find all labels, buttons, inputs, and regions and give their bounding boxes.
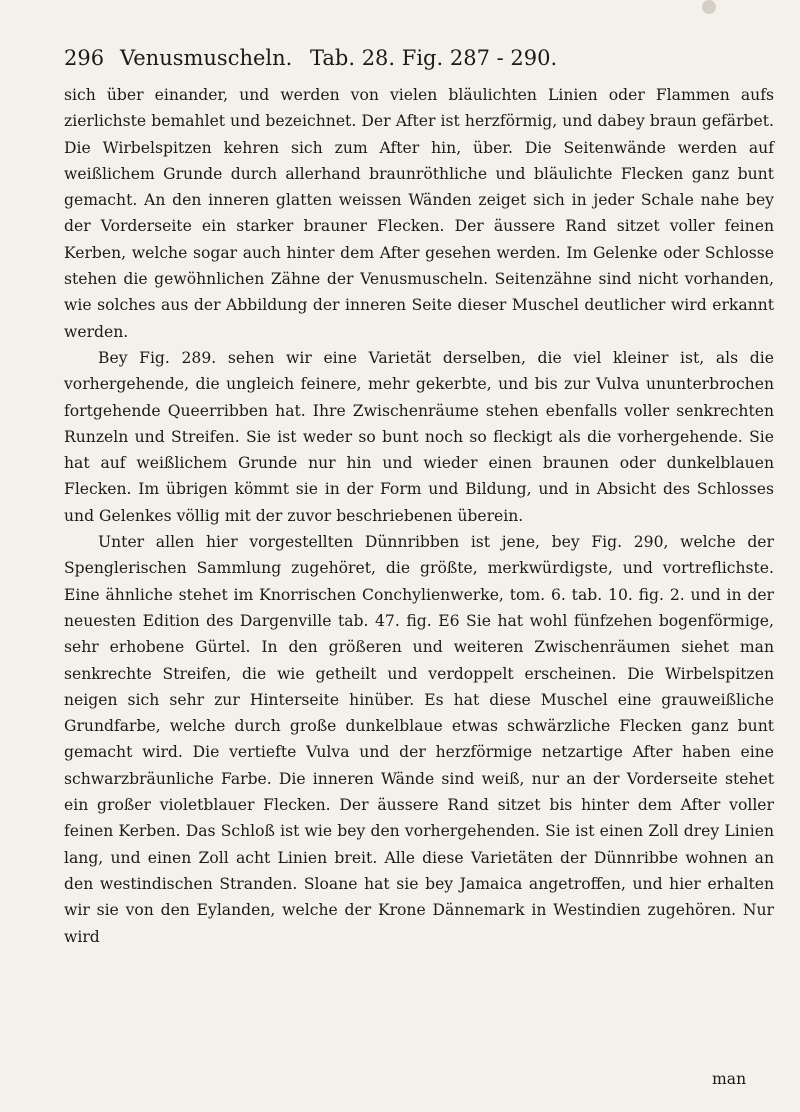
paragraph: Bey Fig. 289. sehen wir eine Varietät derselben, die viel kleiner ist, als die vorhergehende, die ungleich feinere, mehr gekerbte, und bis zur Vulva ununterbrochen fortgehende Queerribben hat. Ihre Zwischenräume stehen ebenfalls voller senkrechten Runzeln und Streifen. Sie ist weder so bunt noch so fleckigt als die vorhergehende. Sie hat auf weißlichem Grunde nur hin und wieder einen braunen oder dunkelblauen Flecken. Im übrigen kömmt sie in der Form und Bildung, und in Absicht des Schlosses und Gelenkes völlig mit der zuvor beschriebenen überein. [64, 348, 774, 525]
body-text [64, 82, 774, 950]
ink-stain [702, 0, 716, 14]
plate-reference: Tab. 28. Fig. 287 - 290. [310, 46, 558, 70]
running-title: Venusmuscheln. [120, 46, 293, 70]
paragraph: Unter allen hier vorgestellten Dünnribben ist jene, bey Fig. 290, welche der Spenglerischen Sammlung zugehöret, die größte, merkwürdigste, und vortreflichste. Eine ähnliche stehet im Knorrischen Conchylienwerke, tom. 6. tab. 10. fig. 2. und in der neuesten Edition des Dargenville tab. 47. fig. E6 Sie hat wohl fünfzehen bogenförmige, sehr erhobene Gürtel. In den größeren und weiteren Zwischenräumen siehet man senkrechte Streifen, die wie getheilt und verdoppelt erscheinen. Die Wirbelspitzen neigen sich sehr zur Hinterseite hinüber. Es hat diese Muschel eine grauweißliche Grundfarbe, welche durch große dunkelblaue etwas schwärzliche Flecken ganz bunt gemacht wird. Die vertiefte Vulva und der herzförmige netzartige After haben eine schwarzbräunliche Farbe. Die inneren Wände sind weiß, nur an der Vorderseite stehet ein großer violetblauer Flecken. Der äussere Rand sitzet bis hinter dem After voller feinen Kerben. Das Schloß ist wie bey den vorhergehenden. Sie ist einen Zoll drey Linien lang, und einen Zoll acht Linien breit. Alle diese Varietäten der Dünnribbe wohnen an den westindischen Stranden. Sloane hat sie bey Jamaica angetroffen, und hier erhalten wir sie von den Eylanden, welche der Krone Dännemark in Westindien zugehören. Nur wird [64, 533, 774, 946]
page-header [64, 46, 764, 76]
page-number: 296 [64, 46, 105, 70]
paragraph: sich über einander, und werden von vielen bläulichten Linien oder Flammen aufs zierlichste bemahlet und bezeichnet. Der After ist herzförmig, und dabey braun gefärbet. Die Wirbelspitzen kehren sich zum After hin, über. Die Seitenwände werden auf weißlichem Grunde durch allerhand braunröthliche und bläulichte Flecken ganz bunt gemacht. An den inneren glatten weissen Wänden zeiget sich in jeder Schale nahe bey der Vorderseite ein starker brauner Flecken. Der äussere Rand sitzet voller feinen Kerben, welche sogar auch hinter dem After gesehen werden. Im Gelenke oder Schlosse stehen die gewöhnlichen Zähne der Venusmuscheln. Seitenzähne sind nicht vorhanden, wie solches aus der Abbildung der inneren Seite dieser Muschel deutlicher wird erkannt werden. [64, 86, 774, 341]
catchword: man [712, 1070, 747, 1088]
